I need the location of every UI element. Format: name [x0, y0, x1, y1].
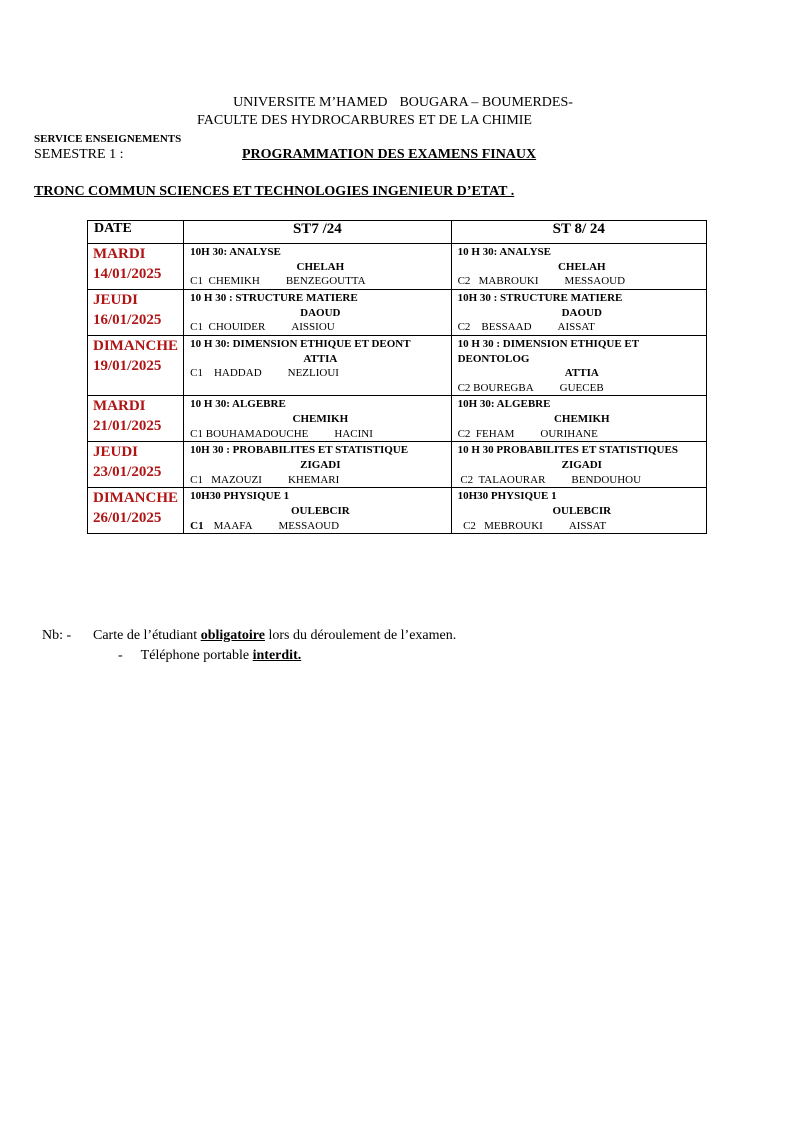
exam-supervisors [190, 274, 450, 289]
note2-text: Téléphone portable [140, 648, 253, 663]
exam-teacher: ZIGADI [300, 458, 341, 471]
header-st8: ST 8/ 24 [451, 221, 706, 244]
university-name: UNIVERSITE M’HAMED [233, 95, 388, 110]
st8-exam-cell [451, 488, 706, 534]
exam-details [452, 244, 706, 289]
exam-subject-continued: DEONTOLOG [457, 352, 530, 365]
exam-teacher: ATTIA [303, 352, 338, 365]
day-name: DIMANCHE [93, 338, 178, 354]
exam-details [184, 290, 450, 335]
group-supervisor-2: HACINI [334, 427, 373, 440]
st8-exam-cell [451, 396, 706, 442]
day-name: MARDI [93, 398, 146, 415]
group-supervisor-1: C1 [190, 519, 204, 532]
group-supervisor-2: BENZEGOUTTA [285, 275, 366, 288]
group-supervisor-1: C1 CHOUIDER [190, 321, 266, 334]
table-row [88, 244, 707, 290]
st7-exam-cell [184, 290, 451, 336]
st7-exam-cell [184, 396, 451, 442]
table-row [88, 396, 707, 442]
exam-details [452, 396, 706, 441]
note-phone [118, 648, 301, 664]
st7-exam-cell [184, 442, 451, 488]
exam-subject: 10H 30: ANALYSE [190, 246, 281, 258]
day-name: JEUDI [93, 444, 139, 461]
semester-label: SEMESTRE 1 : [34, 147, 124, 162]
group-supervisor-1: C1 BOUHAMADOUCHE [190, 427, 309, 440]
exam-date: 19/01/2025 [93, 358, 162, 374]
note2-emphasis: interdit. [252, 648, 302, 663]
exam-date: 21/01/2025 [93, 418, 162, 435]
exam-subject: 10H 30 : PROBABILITES ET STATISTIQUE [190, 444, 409, 457]
service-label: SERVICE ENSEIGNEMENTS [34, 133, 182, 145]
exam-schedule-table [87, 220, 707, 534]
university-city: BOUGARA – BOUMERDES- [399, 95, 573, 110]
table-header-row [88, 221, 707, 244]
group-supervisor-2: OURIHANE [540, 427, 598, 440]
header-st7: ST7 /24 [184, 221, 451, 244]
exam-teacher: CHELAH [557, 260, 606, 273]
exam-supervisors [190, 366, 450, 381]
st7-exam-cell [184, 244, 451, 290]
group-supervisor-2: NEZLIOUI [287, 367, 339, 380]
exam-details [452, 290, 706, 335]
note1-emphasis: obligatoire [200, 628, 265, 643]
day-name: MARDI [93, 246, 146, 262]
date-cell [88, 442, 184, 488]
exam-subject: 10 H 30: ALGEBRE [190, 398, 286, 411]
group-supervisor-2: BENDOUHOU [571, 473, 642, 486]
exam-subject: 10H 30 : STRUCTURE MATIERE [457, 292, 623, 304]
exam-supervisors [458, 381, 706, 396]
exam-details [184, 336, 450, 381]
exam-date: 23/01/2025 [93, 464, 162, 481]
group-supervisor-1: C2 MABROUKI [457, 275, 539, 288]
tronc-commun-title: TRONC COMMUN SCIENCES ET TECHNOLOGIES INGENIEUR D’ETAT . [34, 184, 515, 199]
group-supervisor-2: GUECEB [559, 381, 604, 394]
note1-text-end: lors du déroulement de l’examen. [264, 628, 457, 643]
exam-subject: 10 H 30: ANALYSE [457, 246, 551, 258]
st8-exam-cell [451, 290, 706, 336]
header-date: DATE [88, 221, 184, 244]
exam-details [184, 396, 450, 441]
st8-exam-cell [451, 244, 706, 290]
exam-details [184, 488, 450, 533]
date-cell [88, 290, 184, 336]
group-supervisor-2: AISSIOU [291, 321, 335, 334]
exam-details [184, 442, 450, 487]
notes-label: Nb: - [42, 628, 72, 643]
exam-teacher: OULEBCIR [552, 504, 612, 517]
exam-supervisors [458, 519, 706, 534]
group-supervisor-1b: MAAFA [213, 519, 253, 532]
program-title: PROGRAMMATION DES EXAMENS FINAUX [242, 147, 537, 162]
table-row [88, 290, 707, 336]
st7-exam-cell [184, 488, 451, 534]
group-supervisor-2: KHEMARI [287, 473, 340, 486]
group-supervisor-1: C2 FEHAM [457, 427, 515, 440]
faculty-title: FACULTE DES HYDROCARBURES ET DE LA CHIMIE [197, 113, 532, 128]
exam-teacher: ZIGADI [561, 458, 602, 471]
date-cell [88, 336, 184, 396]
exam-date: 16/01/2025 [93, 312, 162, 328]
group-supervisor-1: C2 TALAOURAR [457, 473, 546, 486]
exam-teacher: DAOUD [561, 306, 602, 319]
exam-supervisors [190, 473, 450, 488]
exam-date: 14/01/2025 [93, 266, 162, 282]
exam-subject: 10H30 PHYSIQUE 1 [457, 490, 557, 503]
table-row [88, 336, 707, 396]
exam-subject: 10H30 PHYSIQUE 1 [190, 490, 290, 503]
exam-date: 26/01/2025 [93, 510, 162, 527]
table-row [88, 488, 707, 534]
note1-text: Carte de l’étudiant [93, 628, 201, 643]
exam-teacher: DAOUD [300, 306, 341, 319]
exam-supervisors [458, 473, 706, 488]
st8-exam-cell [451, 442, 706, 488]
group-supervisor-1: C2 BOUREGBA [457, 381, 534, 394]
exam-subject: 10 H 30 PROBABILITES ET STATISTIQUES [457, 444, 678, 457]
group-supervisor-2: MESSAOUD [564, 275, 626, 288]
day-name: DIMANCHE [93, 490, 178, 507]
group-supervisor-2: MESSAOUD [278, 519, 340, 532]
exam-subject: 10 H 30 : STRUCTURE MATIERE [190, 292, 358, 304]
exam-subject: 10H 30: ALGEBRE [457, 398, 551, 411]
st7-exam-cell [184, 336, 451, 396]
group-supervisor-1: C2 BESSAAD [457, 321, 532, 334]
group-supervisor-1: C1 MAZOUZI [190, 473, 262, 486]
table-row [88, 442, 707, 488]
group-supervisor-1: C1 HADDAD [190, 367, 262, 380]
exam-details [452, 336, 706, 395]
date-cell [88, 488, 184, 534]
exam-supervisors [458, 320, 706, 335]
exam-supervisors [190, 320, 450, 335]
exam-details [184, 244, 450, 289]
exam-details [452, 488, 706, 533]
note2-dash: - [118, 648, 123, 663]
group-supervisor-2: AISSAT [568, 519, 607, 532]
exam-teacher: CHEMIKH [292, 412, 349, 425]
day-name: JEUDI [93, 292, 139, 308]
date-cell [88, 244, 184, 290]
exam-teacher: ATTIA [564, 367, 599, 380]
group-supervisor-1: C1 CHEMIKH [190, 275, 260, 288]
exam-supervisors [190, 519, 450, 534]
exam-teacher: CHELAH [296, 260, 345, 273]
exam-supervisors [458, 427, 706, 442]
st8-exam-cell [451, 336, 706, 396]
exam-details [452, 442, 706, 487]
date-cell [88, 396, 184, 442]
group-supervisor-2: AISSAT [557, 321, 595, 334]
exam-supervisors [190, 427, 450, 442]
university-title [0, 95, 794, 111]
exam-teacher: CHEMIKH [553, 412, 610, 425]
exam-subject: 10 H 30 : DIMENSION ETHIQUE ET [457, 338, 640, 350]
group-supervisor-1: C2 MEBROUKI [457, 519, 543, 532]
exam-subject: 10 H 30: DIMENSION ETHIQUE ET DEONT [190, 338, 411, 350]
exam-supervisors [458, 274, 706, 289]
exam-teacher: OULEBCIR [291, 504, 350, 517]
note-student-card [93, 628, 456, 644]
